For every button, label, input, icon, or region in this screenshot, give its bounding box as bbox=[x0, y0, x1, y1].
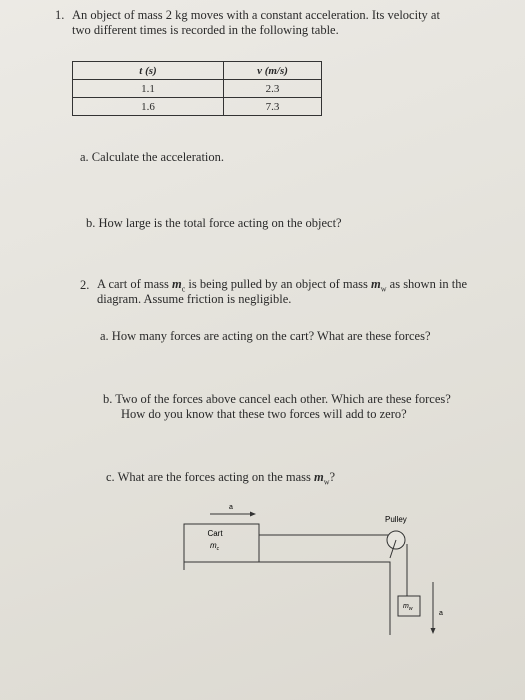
table-cell: 7.3 bbox=[224, 98, 322, 116]
acceleration-label-down: a bbox=[439, 610, 443, 617]
acceleration-label: a bbox=[229, 504, 233, 511]
hanging-mass-label: $m_w$ bbox=[403, 603, 413, 612]
q2-number: 2. bbox=[80, 278, 90, 292]
q2-part-b-line2: How do you know that these two forces will add to zero? bbox=[121, 407, 407, 421]
table-row bbox=[73, 98, 322, 116]
table-row bbox=[73, 80, 322, 98]
q2-text-line2: diagram. Assume friction is negligible. bbox=[97, 292, 292, 306]
pulley-label: Pulley bbox=[385, 515, 407, 524]
table-cell: 2.3 bbox=[224, 80, 322, 98]
q2-text-line1: A cart of mass $m_c$ is being pulled by an object of mass $m_w$ as shown in the bbox=[97, 277, 468, 294]
velocity-table bbox=[72, 61, 322, 116]
table-surface bbox=[184, 562, 390, 635]
q2-part-a: a. How many forces are acting on the cart? What are these forces? bbox=[100, 329, 431, 343]
q1-text-line2: two different times is recorded in the following table. bbox=[72, 23, 339, 37]
q2-part-b-line1: b. Two of the forces above cancel each other. Which are these forces? bbox=[103, 392, 451, 406]
arrowhead-icon bbox=[250, 512, 256, 517]
q2-part-c: c. What are the forces acting on the mass $m_w$? bbox=[106, 470, 336, 487]
cart-label: Cart bbox=[207, 529, 223, 538]
table-cell: 1.6 bbox=[73, 98, 224, 116]
q1-part-b: b. How large is the total force acting on the object? bbox=[86, 216, 342, 230]
table-header-time: t (s) bbox=[73, 62, 224, 80]
table-header-row bbox=[73, 62, 322, 80]
q1-part-a: a. Calculate the acceleration. bbox=[80, 150, 225, 164]
arrowhead-down-icon bbox=[431, 628, 436, 634]
table-header-velocity: v (m/s) bbox=[224, 62, 322, 80]
cart-pulley-diagram bbox=[170, 500, 470, 660]
cart-mass-label: $m_c$ bbox=[210, 541, 220, 552]
q1-number: 1. bbox=[55, 8, 65, 22]
table-cell: 1.1 bbox=[73, 80, 224, 98]
q1-text-line1: An object of mass 2 kg moves with a constant acceleration. Its velocity at bbox=[72, 8, 440, 22]
